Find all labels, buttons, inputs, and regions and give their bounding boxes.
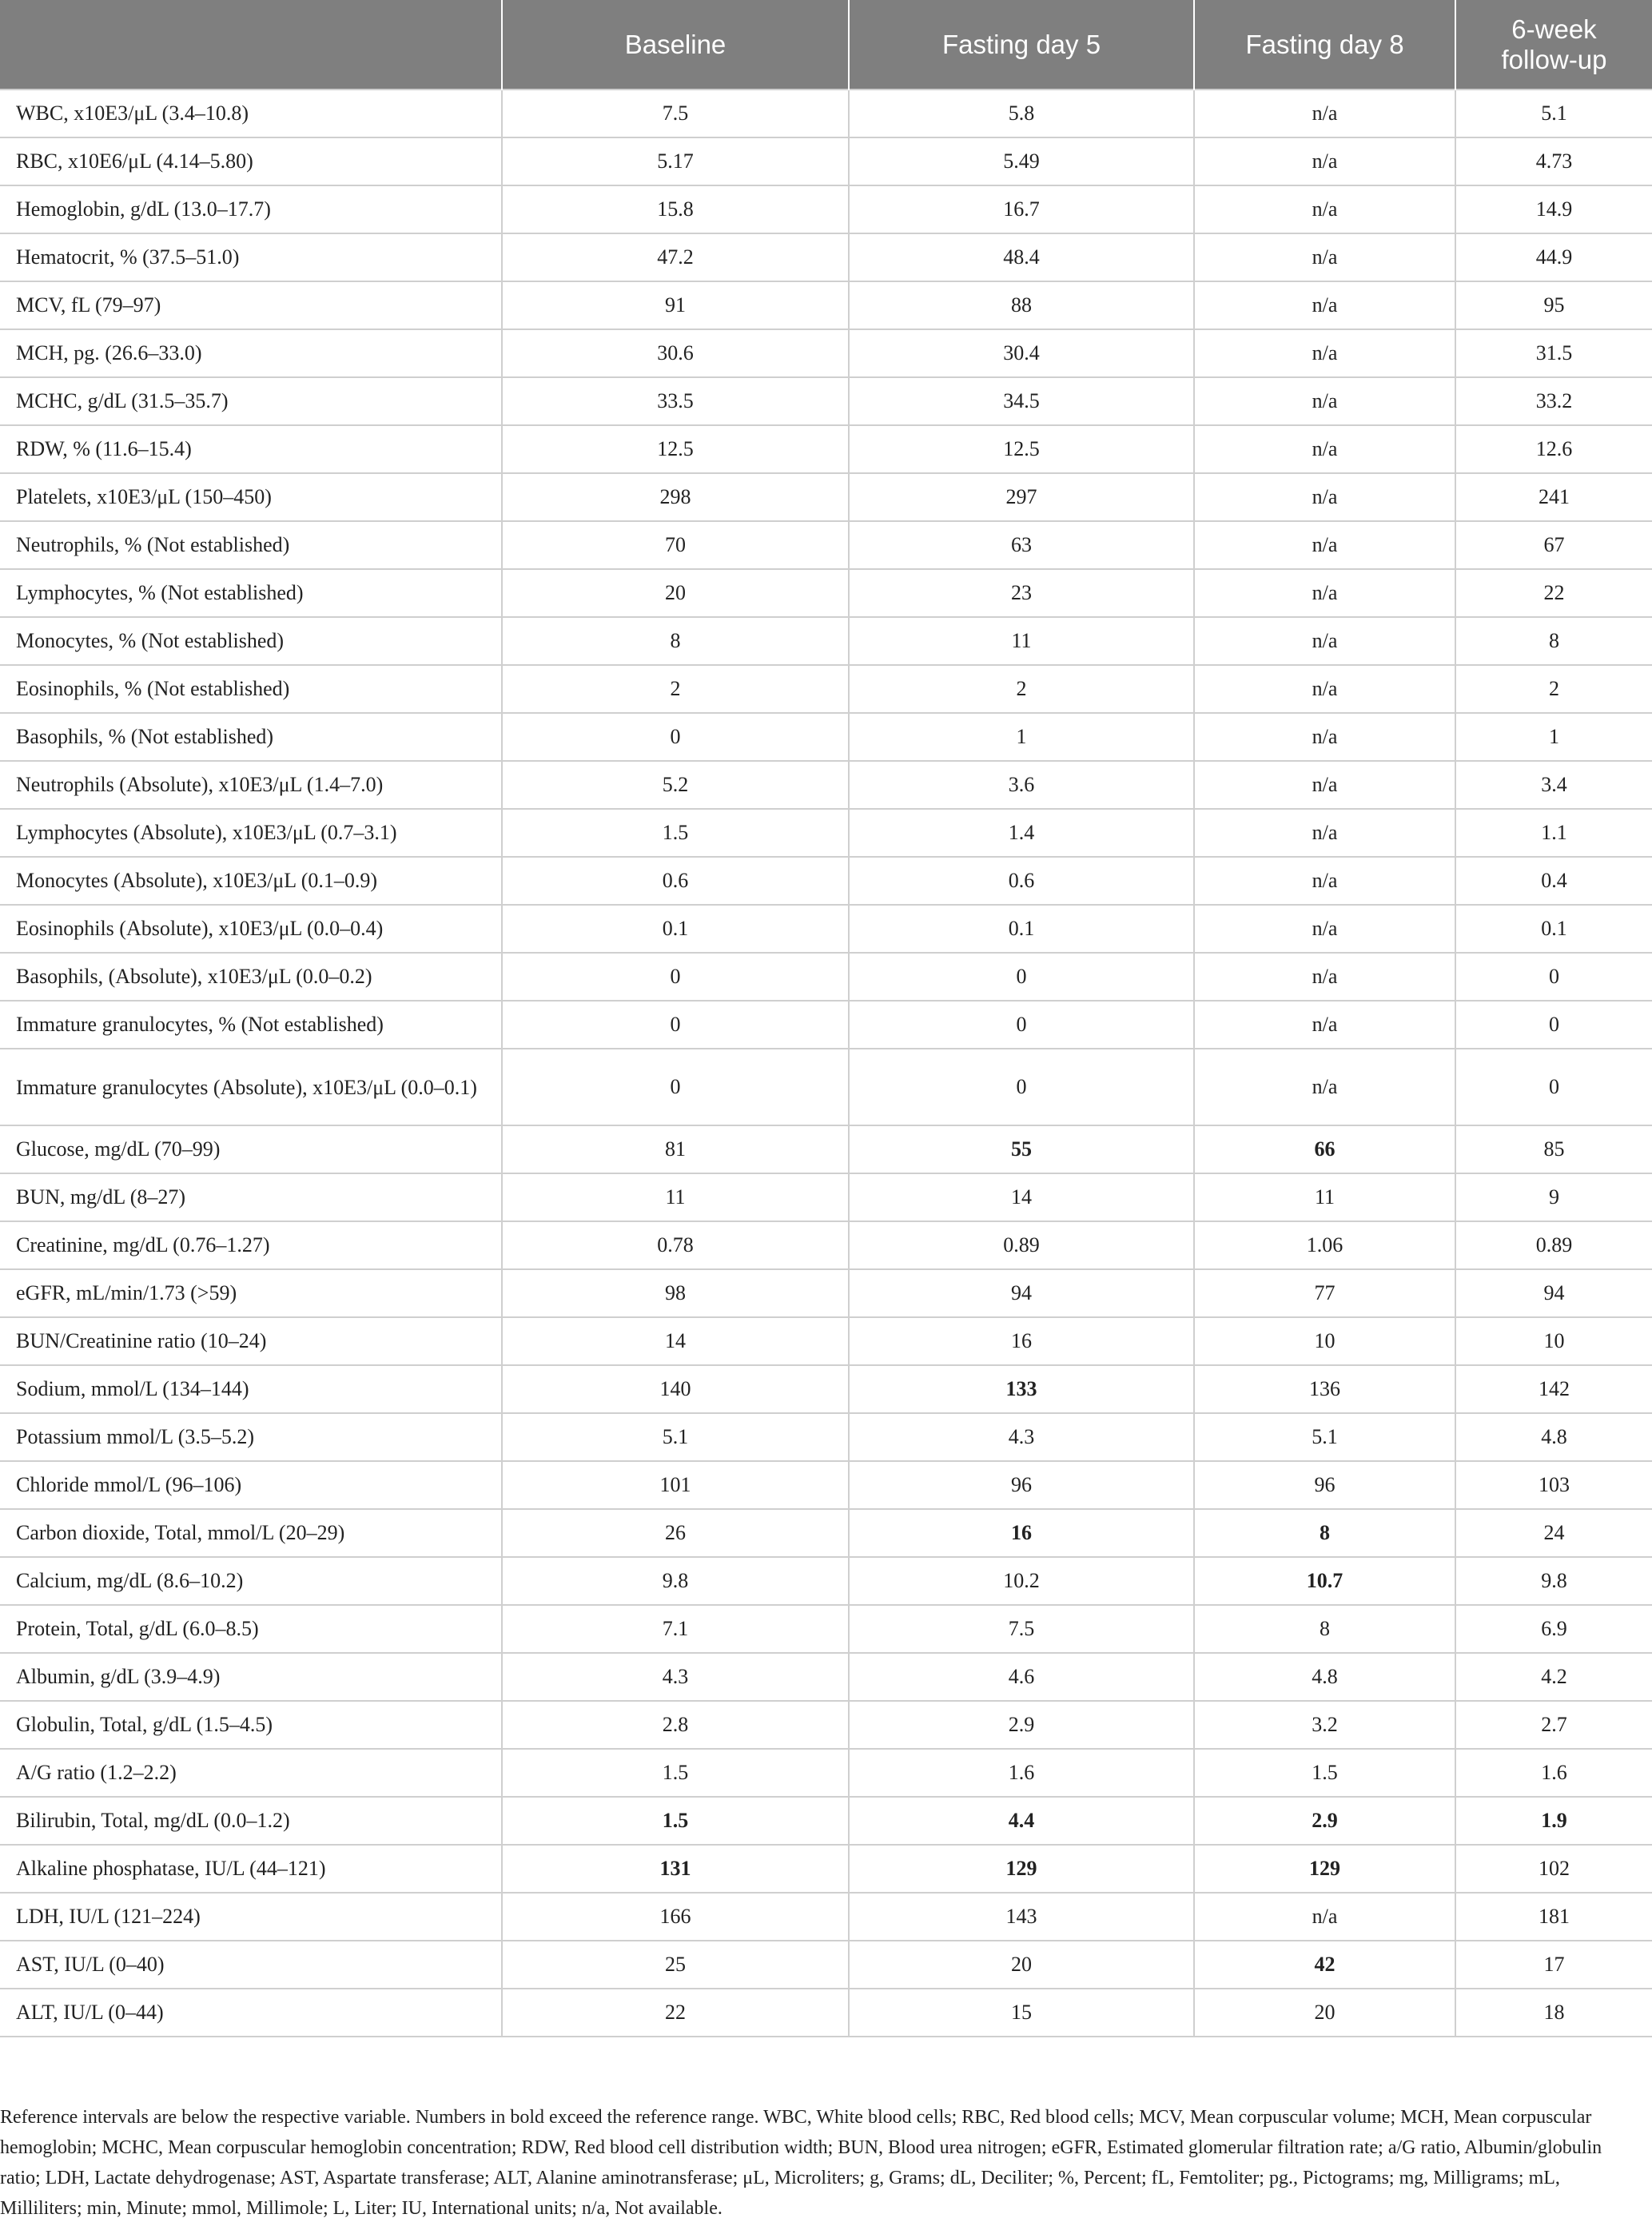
- row-label: BUN, mg/dL (8–27): [0, 1173, 502, 1221]
- cell-fasting-day-8: n/a: [1194, 809, 1455, 857]
- table-row: [0, 425, 1652, 473]
- cell-fasting-day-5: 23: [849, 569, 1194, 617]
- cell-fasting-day-5: 0.1: [849, 905, 1194, 953]
- cell-fasting-day-8: 8: [1194, 1605, 1455, 1653]
- cell-follow-up: 181: [1455, 1893, 1652, 1941]
- table-header: [0, 0, 1652, 90]
- cell-baseline: 0.78: [502, 1221, 849, 1269]
- cell-fasting-day-8: n/a: [1194, 185, 1455, 233]
- table-row: [0, 857, 1652, 905]
- table-row: [0, 1173, 1652, 1221]
- cell-follow-up: 4.8: [1455, 1413, 1652, 1461]
- cell-follow-up: 8: [1455, 617, 1652, 665]
- cell-fasting-day-8: 66: [1194, 1125, 1455, 1173]
- cell-baseline: 11: [502, 1173, 849, 1221]
- cell-fasting-day-5: 20: [849, 1941, 1194, 1989]
- row-label: Albumin, g/dL (3.9–4.9): [0, 1653, 502, 1701]
- cell-follow-up: 12.6: [1455, 425, 1652, 473]
- cell-fasting-day-8: 10: [1194, 1317, 1455, 1365]
- row-label: Neutrophils, % (Not established): [0, 521, 502, 569]
- row-label: Chloride mmol/L (96–106): [0, 1461, 502, 1509]
- cell-fasting-day-8: n/a: [1194, 1049, 1455, 1125]
- cell-baseline: 0: [502, 713, 849, 761]
- row-label: BUN/Creatinine ratio (10–24): [0, 1317, 502, 1365]
- cell-follow-up: 103: [1455, 1461, 1652, 1509]
- cell-fasting-day-5: 30.4: [849, 329, 1194, 377]
- cell-follow-up: 0.4: [1455, 857, 1652, 905]
- cell-fasting-day-8: n/a: [1194, 1001, 1455, 1049]
- cell-fasting-day-5: 0.6: [849, 857, 1194, 905]
- table-row: [0, 617, 1652, 665]
- cell-fasting-day-8: n/a: [1194, 665, 1455, 713]
- header-cell-fasting-day-5: Fasting day 5: [849, 0, 1194, 90]
- cell-fasting-day-8: n/a: [1194, 761, 1455, 809]
- cell-fasting-day-8: n/a: [1194, 329, 1455, 377]
- cell-baseline: 81: [502, 1125, 849, 1173]
- cell-fasting-day-5: 55: [849, 1125, 1194, 1173]
- cell-follow-up: 1: [1455, 713, 1652, 761]
- table-row: [0, 1317, 1652, 1365]
- cell-fasting-day-8: n/a: [1194, 713, 1455, 761]
- cell-fasting-day-8: 1.06: [1194, 1221, 1455, 1269]
- cell-fasting-day-8: 2.9: [1194, 1797, 1455, 1845]
- row-label: ALT, IU/L (0–44): [0, 1989, 502, 2037]
- cell-fasting-day-5: 0: [849, 1001, 1194, 1049]
- cell-follow-up: 24: [1455, 1509, 1652, 1557]
- cell-baseline: 0: [502, 953, 849, 1001]
- cell-fasting-day-5: 96: [849, 1461, 1194, 1509]
- cell-fasting-day-8: 96: [1194, 1461, 1455, 1509]
- cell-follow-up: 33.2: [1455, 377, 1652, 425]
- row-label: Alkaline phosphatase, IU/L (44–121): [0, 1845, 502, 1893]
- cell-follow-up: 1.6: [1455, 1749, 1652, 1797]
- cell-fasting-day-5: 4.6: [849, 1653, 1194, 1701]
- cell-follow-up: 1.1: [1455, 809, 1652, 857]
- row-label: Eosinophils (Absolute), x10E3/μL (0.0–0.4): [0, 905, 502, 953]
- table-row: [0, 1893, 1652, 1941]
- cell-fasting-day-5: 3.6: [849, 761, 1194, 809]
- cell-follow-up: 4.2: [1455, 1653, 1652, 1701]
- cell-fasting-day-5: 1.6: [849, 1749, 1194, 1797]
- cell-fasting-day-5: 5.49: [849, 137, 1194, 185]
- cell-fasting-day-5: 16.7: [849, 185, 1194, 233]
- cell-baseline: 30.6: [502, 329, 849, 377]
- row-label: RDW, % (11.6–15.4): [0, 425, 502, 473]
- cell-follow-up: 31.5: [1455, 329, 1652, 377]
- cell-baseline: 0: [502, 1049, 849, 1125]
- table-row: [0, 1749, 1652, 1797]
- cell-baseline: 166: [502, 1893, 849, 1941]
- cell-follow-up: 241: [1455, 473, 1652, 521]
- cell-follow-up: 102: [1455, 1845, 1652, 1893]
- cell-baseline: 98: [502, 1269, 849, 1317]
- cell-fasting-day-5: 10.2: [849, 1557, 1194, 1605]
- cell-fasting-day-5: 4.4: [849, 1797, 1194, 1845]
- cell-fasting-day-8: 129: [1194, 1845, 1455, 1893]
- cell-baseline: 131: [502, 1845, 849, 1893]
- row-label: MCV, fL (79–97): [0, 281, 502, 329]
- cell-baseline: 12.5: [502, 425, 849, 473]
- header-cell-variable: [0, 0, 502, 90]
- cell-follow-up: 9.8: [1455, 1557, 1652, 1605]
- cell-fasting-day-8: n/a: [1194, 90, 1455, 137]
- table-row: [0, 1461, 1652, 1509]
- row-label: Sodium, mmol/L (134–144): [0, 1365, 502, 1413]
- row-label: RBC, x10E6/μL (4.14–5.80): [0, 137, 502, 185]
- cell-fasting-day-8: 77: [1194, 1269, 1455, 1317]
- cell-fasting-day-8: n/a: [1194, 281, 1455, 329]
- cell-follow-up: 1.9: [1455, 1797, 1652, 1845]
- row-label: Creatinine, mg/dL (0.76–1.27): [0, 1221, 502, 1269]
- cell-baseline: 14: [502, 1317, 849, 1365]
- cell-baseline: 25: [502, 1941, 849, 1989]
- table-row: [0, 1509, 1652, 1557]
- row-label: Bilirubin, Total, mg/dL (0.0–1.2): [0, 1797, 502, 1845]
- cell-fasting-day-5: 2.9: [849, 1701, 1194, 1749]
- cell-fasting-day-8: 11: [1194, 1173, 1455, 1221]
- cell-fasting-day-5: 63: [849, 521, 1194, 569]
- table-row: [0, 473, 1652, 521]
- cell-follow-up: 17: [1455, 1941, 1652, 1989]
- cell-fasting-day-8: n/a: [1194, 857, 1455, 905]
- cell-fasting-day-8: n/a: [1194, 137, 1455, 185]
- cell-fasting-day-5: 0: [849, 953, 1194, 1001]
- cell-fasting-day-5: 12.5: [849, 425, 1194, 473]
- cell-fasting-day-5: 297: [849, 473, 1194, 521]
- cell-baseline: 8: [502, 617, 849, 665]
- table-row: [0, 1701, 1652, 1749]
- cell-follow-up: 4.73: [1455, 137, 1652, 185]
- table-row: [0, 761, 1652, 809]
- cell-follow-up: 85: [1455, 1125, 1652, 1173]
- cell-follow-up: 95: [1455, 281, 1652, 329]
- cell-baseline: 298: [502, 473, 849, 521]
- table-row: [0, 1221, 1652, 1269]
- cell-follow-up: 22: [1455, 569, 1652, 617]
- cell-baseline: 7.1: [502, 1605, 849, 1653]
- cell-fasting-day-8: n/a: [1194, 377, 1455, 425]
- header-cell-6-week-follow-up: 6-week follow-up: [1455, 0, 1652, 90]
- cell-follow-up: 142: [1455, 1365, 1652, 1413]
- row-label: AST, IU/L (0–40): [0, 1941, 502, 1989]
- cell-follow-up: 94: [1455, 1269, 1652, 1317]
- table-row: [0, 329, 1652, 377]
- cell-baseline: 101: [502, 1461, 849, 1509]
- row-label: Immature granulocytes (Absolute), x10E3/μL (0.0–0.1): [0, 1049, 502, 1125]
- cell-fasting-day-8: 5.1: [1194, 1413, 1455, 1461]
- table-row: [0, 90, 1652, 137]
- cell-baseline: 0: [502, 1001, 849, 1049]
- table-row: [0, 521, 1652, 569]
- cell-follow-up: 67: [1455, 521, 1652, 569]
- row-label: Hematocrit, % (37.5–51.0): [0, 233, 502, 281]
- cell-fasting-day-5: 1.4: [849, 809, 1194, 857]
- table-row: [0, 1365, 1652, 1413]
- cell-baseline: 7.5: [502, 90, 849, 137]
- cell-baseline: 4.3: [502, 1653, 849, 1701]
- row-label: Protein, Total, g/dL (6.0–8.5): [0, 1605, 502, 1653]
- table-row: [0, 1605, 1652, 1653]
- cell-follow-up: 0.89: [1455, 1221, 1652, 1269]
- cell-fasting-day-5: 88: [849, 281, 1194, 329]
- table-row: [0, 1845, 1652, 1893]
- table-row: [0, 1989, 1652, 2037]
- table-row: [0, 1557, 1652, 1605]
- table-row: [0, 137, 1652, 185]
- cell-fasting-day-8: n/a: [1194, 473, 1455, 521]
- cell-follow-up: 10: [1455, 1317, 1652, 1365]
- cell-fasting-day-8: n/a: [1194, 425, 1455, 473]
- cell-fasting-day-8: 4.8: [1194, 1653, 1455, 1701]
- cell-follow-up: 3.4: [1455, 761, 1652, 809]
- cell-follow-up: 0.1: [1455, 905, 1652, 953]
- cell-fasting-day-5: 16: [849, 1317, 1194, 1365]
- cell-fasting-day-5: 0.89: [849, 1221, 1194, 1269]
- cell-fasting-day-5: 133: [849, 1365, 1194, 1413]
- cell-baseline: 15.8: [502, 185, 849, 233]
- cell-fasting-day-8: 1.5: [1194, 1749, 1455, 1797]
- row-label: Eosinophils, % (Not established): [0, 665, 502, 713]
- cell-fasting-day-5: 48.4: [849, 233, 1194, 281]
- cell-baseline: 2: [502, 665, 849, 713]
- row-label: Globulin, Total, g/dL (1.5–4.5): [0, 1701, 502, 1749]
- cell-fasting-day-5: 1: [849, 713, 1194, 761]
- cell-baseline: 1.5: [502, 1797, 849, 1845]
- cell-baseline: 70: [502, 521, 849, 569]
- cell-fasting-day-5: 0: [849, 1049, 1194, 1125]
- row-label: Lymphocytes (Absolute), x10E3/μL (0.7–3.1): [0, 809, 502, 857]
- table-footnote: Reference intervals are below the respective variable. Numbers in bold exceed the reference range. WBC, White blood cells; RBC, Red blood cells; MCV, Mean corpuscular volume; MCH, Mean corpuscular hemoglobin; MCHC, Mean corpuscular hemoglobin concentration; RDW, Red blood cell distribution width; BUN, Blood urea nitrogen; eGFR, Estimated glomerular filtration rate; a/G ratio, Albumin/globulin ratio; LDH, Lactate dehydrogenase; AST, Aspartate transferase; ALT, Alanine aminotransferase; μL, Microliters; g, Grams; dL, Deciliter; %, Percent; fL, Femtoliter; pg., Pictograms; mg, Milligrams; mL, Milliliters; min, Minute; mmol, Millimole; L, Liter; IU, International units; n/a, Not available.: [0, 2107, 1602, 2219]
- row-label: A/G ratio (1.2–2.2): [0, 1749, 502, 1797]
- table-row: [0, 1941, 1652, 1989]
- row-label: Calcium, mg/dL (8.6–10.2): [0, 1557, 502, 1605]
- cell-follow-up: 6.9: [1455, 1605, 1652, 1653]
- cell-baseline: 0.1: [502, 905, 849, 953]
- cell-fasting-day-5: 34.5: [849, 377, 1194, 425]
- cell-follow-up: 44.9: [1455, 233, 1652, 281]
- cell-fasting-day-5: 5.8: [849, 90, 1194, 137]
- cell-fasting-day-5: 11: [849, 617, 1194, 665]
- cell-fasting-day-5: 129: [849, 1845, 1194, 1893]
- cell-baseline: 1.5: [502, 809, 849, 857]
- cell-baseline: 22: [502, 1989, 849, 2037]
- cell-fasting-day-8: n/a: [1194, 233, 1455, 281]
- header-cell-baseline: Baseline: [502, 0, 849, 90]
- cell-fasting-day-5: 2: [849, 665, 1194, 713]
- cell-fasting-day-8: n/a: [1194, 953, 1455, 1001]
- cell-follow-up: 0: [1455, 1049, 1652, 1125]
- table-row: [0, 233, 1652, 281]
- cell-baseline: 33.5: [502, 377, 849, 425]
- table-row: [0, 809, 1652, 857]
- cell-fasting-day-5: 14: [849, 1173, 1194, 1221]
- cell-baseline: 26: [502, 1509, 849, 1557]
- cell-fasting-day-8: n/a: [1194, 905, 1455, 953]
- row-label: Monocytes, % (Not established): [0, 617, 502, 665]
- cell-fasting-day-5: 15: [849, 1989, 1194, 2037]
- cell-fasting-day-8: 8: [1194, 1509, 1455, 1557]
- row-label: Carbon dioxide, Total, mmol/L (20–29): [0, 1509, 502, 1557]
- table-body: [0, 90, 1652, 2037]
- row-label: Lymphocytes, % (Not established): [0, 569, 502, 617]
- row-label: eGFR, mL/min/1.73 (>59): [0, 1269, 502, 1317]
- table-row: [0, 569, 1652, 617]
- cell-follow-up: 14.9: [1455, 185, 1652, 233]
- row-label: MCHC, g/dL (31.5–35.7): [0, 377, 502, 425]
- cell-baseline: 91: [502, 281, 849, 329]
- cell-follow-up: 2: [1455, 665, 1652, 713]
- row-label: Hemoglobin, g/dL (13.0–17.7): [0, 185, 502, 233]
- cell-fasting-day-5: 4.3: [849, 1413, 1194, 1461]
- cell-follow-up: 5.1: [1455, 90, 1652, 137]
- table-row: [0, 377, 1652, 425]
- row-label: Potassium mmol/L (3.5–5.2): [0, 1413, 502, 1461]
- cell-follow-up: 9: [1455, 1173, 1652, 1221]
- row-label: Neutrophils (Absolute), x10E3/μL (1.4–7.0): [0, 761, 502, 809]
- cell-baseline: 140: [502, 1365, 849, 1413]
- table-row: [0, 281, 1652, 329]
- table-row: [0, 1001, 1652, 1049]
- cell-baseline: 5.17: [502, 137, 849, 185]
- cell-fasting-day-8: 3.2: [1194, 1701, 1455, 1749]
- table-row: [0, 1049, 1652, 1125]
- table-row: [0, 1653, 1652, 1701]
- table-row: [0, 713, 1652, 761]
- table-row: [0, 905, 1652, 953]
- cell-fasting-day-8: n/a: [1194, 617, 1455, 665]
- cell-baseline: 5.2: [502, 761, 849, 809]
- table-row: [0, 665, 1652, 713]
- header-row: [0, 0, 1652, 90]
- row-label: Immature granulocytes, % (Not established): [0, 1001, 502, 1049]
- table-row: [0, 1269, 1652, 1317]
- cell-baseline: 0.6: [502, 857, 849, 905]
- row-label: LDH, IU/L (121–224): [0, 1893, 502, 1941]
- cell-fasting-day-8: 10.7: [1194, 1557, 1455, 1605]
- cell-fasting-day-5: 16: [849, 1509, 1194, 1557]
- row-label: Platelets, x10E3/μL (150–450): [0, 473, 502, 521]
- cell-baseline: 20: [502, 569, 849, 617]
- table-row: [0, 1125, 1652, 1173]
- cell-follow-up: 2.7: [1455, 1701, 1652, 1749]
- row-label: Glucose, mg/dL (70–99): [0, 1125, 502, 1173]
- table-row: [0, 1413, 1652, 1461]
- cell-fasting-day-5: 143: [849, 1893, 1194, 1941]
- row-label: Monocytes (Absolute), x10E3/μL (0.1–0.9): [0, 857, 502, 905]
- row-label: MCH, pg. (26.6–33.0): [0, 329, 502, 377]
- row-label: Basophils, % (Not established): [0, 713, 502, 761]
- table-row: [0, 953, 1652, 1001]
- cell-fasting-day-5: 7.5: [849, 1605, 1194, 1653]
- cell-fasting-day-8: 20: [1194, 1989, 1455, 2037]
- cell-baseline: 2.8: [502, 1701, 849, 1749]
- cell-follow-up: 0: [1455, 953, 1652, 1001]
- cell-baseline: 9.8: [502, 1557, 849, 1605]
- row-label: Basophils, (Absolute), x10E3/μL (0.0–0.2): [0, 953, 502, 1001]
- row-label: WBC, x10E3/μL (3.4–10.8): [0, 90, 502, 137]
- table-row: [0, 185, 1652, 233]
- cell-baseline: 47.2: [502, 233, 849, 281]
- table-row: [0, 1797, 1652, 1845]
- cell-fasting-day-8: n/a: [1194, 1893, 1455, 1941]
- cell-fasting-day-8: n/a: [1194, 569, 1455, 617]
- cell-fasting-day-5: 94: [849, 1269, 1194, 1317]
- cell-baseline: 1.5: [502, 1749, 849, 1797]
- cell-fasting-day-8: 42: [1194, 1941, 1455, 1989]
- cell-follow-up: 18: [1455, 1989, 1652, 2037]
- cell-fasting-day-8: 136: [1194, 1365, 1455, 1413]
- header-cell-fasting-day-8: Fasting day 8: [1194, 0, 1455, 90]
- cell-follow-up: 0: [1455, 1001, 1652, 1049]
- cell-fasting-day-8: n/a: [1194, 521, 1455, 569]
- cell-baseline: 5.1: [502, 1413, 849, 1461]
